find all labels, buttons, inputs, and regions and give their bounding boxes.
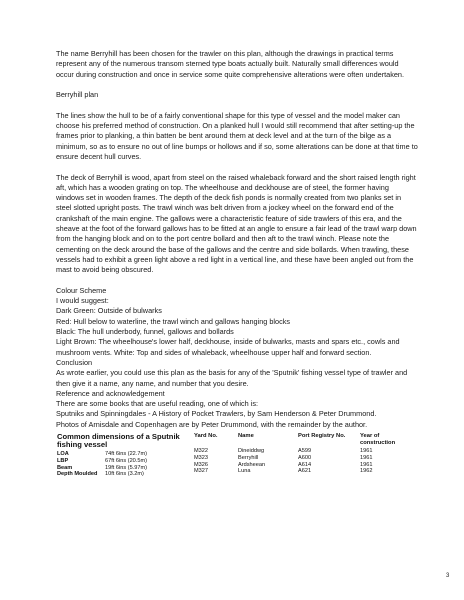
paragraph-lines: The lines show the hull to be of a fairly conventional shape for this type of vessel and the model maker can choose his preferred method of construction. On a planked hull I would still recommend that after setting-up the frames prior to planking, a thin batten be bent around them at deck level and at the turn of the bilge as a minimum, so as to ensure no out of line bumps or hollows and if so, some alterations can be done at that time to ensure decent hull curves.: [56, 110, 418, 161]
cell-name: Dineiddwg: [238, 447, 265, 454]
dimension-label: LBP: [57, 457, 69, 464]
colour-dark-green: Dark Green: Outside of bulwarks: [56, 306, 162, 316]
cell-port-registry: A599: [298, 447, 312, 454]
dimension-label: Beam: [57, 464, 73, 471]
dimensions-panel: [57, 433, 197, 478]
dimension-row: [57, 465, 197, 472]
table-row: [194, 468, 418, 475]
cell-yard-no: M323: [194, 454, 208, 461]
cell-port-registry: A600: [298, 454, 312, 461]
conclusion-text: As wrote earlier, you could use this plan as the basis for any of the 'Sputnik' fishing vessel type of trawler and then give it a name, any name, and number that you desire.: [56, 368, 408, 388]
dimension-row: [57, 471, 197, 478]
cell-year: 1961: [360, 461, 373, 468]
table-row: [194, 462, 418, 469]
table-row: [194, 448, 418, 455]
cell-port-registry: A614: [298, 461, 312, 468]
yard-table: [194, 433, 418, 475]
section-heading-berryhill-plan: Berryhill plan: [56, 90, 99, 100]
section-heading-reference: Reference and acknowledgement: [56, 388, 165, 398]
dimension-value: 67ft 6ins (20.5m): [105, 457, 147, 464]
cell-yard-no: M326: [194, 461, 208, 468]
table-header-row: [194, 433, 418, 448]
cell-name: Luna: [238, 468, 251, 475]
dimensions-table: [56, 433, 418, 485]
colour-black: Black: The hull underbody, funnel, gallows and bollards: [56, 327, 234, 337]
header-yard-no: Yard No.: [194, 432, 218, 439]
cell-year: 1961: [360, 454, 373, 461]
paragraph-deck: The deck of Berryhill is wood, apart from steel on the raised whaleback forward and the short raised length right aft, which has a wooden grating on top. The wheelhouse and deckhouse are of steel, the former having windows set in wooden frames. The depth of the deck fish ponds is normally created from two planks set in steel slotted upright posts. The trawl winch was belt driven from a jockey wheel on the forward end of the crankshaft of the main engine. The gallows were a characteristic feature of side trawlers of this era, and the sheave at the foot of the forward gallows has to be fitted at an angle to ensure a fair lead of the trawl warp down from the hanging block and on to the port centre bollard and then aft to the trawl winch. Please note the cementing on the deck around the base of the gallows and the centre and side bollards. When trawling, these vessels had to exhibit a green light above a red light in a vertical line, and these have been angled out from the mast to avoid being obscured.: [56, 172, 417, 275]
header-port-registry: Port Registry No.: [298, 432, 346, 439]
page-number: 3: [446, 573, 450, 579]
header-name: Name: [238, 432, 254, 439]
dimension-label: LOA: [57, 450, 69, 457]
cell-year: 1962: [360, 468, 373, 475]
dimension-row: [57, 451, 197, 458]
cell-yard-no: M327: [194, 468, 208, 475]
paragraph-intro: The name Berryhill has been chosen for the trawler on this plan, although the drawings in practical terms represent any of the numerous transom sterned type boats actually built. Naturally small differences would occur during construction and once in service some quite comprehensive alterations were often undertaken.: [56, 49, 405, 79]
dimension-value: 74ft 6ins (22.7m): [105, 450, 147, 457]
section-heading-conclusion: Conclusion: [56, 357, 93, 367]
dimension-value: 10ft 6ins (3.2m): [105, 471, 144, 478]
reference-book: Sputniks and Spinningdales - A History of Pocket Trawlers, by Sam Henderson & Peter Drummond.: [56, 409, 377, 419]
dimension-value: 19ft 6ins (5.97m): [105, 464, 147, 471]
table-row: [194, 455, 418, 462]
cell-yard-no: M322: [194, 447, 208, 454]
document-body: [56, 49, 418, 485]
table-title: Common dimensions of a Sputnik fishing vessel: [57, 431, 180, 449]
header-year: Year of construction: [360, 432, 396, 446]
cell-port-registry: A621: [298, 468, 312, 475]
colour-light-brown-white: Light Brown: The wheelhouse's lower half, deckhouse, inside of bulwarks, masts and spars etc., cowls and mushroom vents. White: Top and sides of whaleback, wheelhouse upper half and forward section.: [56, 337, 400, 357]
cell-year: 1961: [360, 447, 373, 454]
dimension-row: [57, 458, 197, 465]
dimension-label: Depth Moulded: [57, 471, 98, 478]
colour-intro: I would suggest:: [56, 296, 109, 306]
cell-name: Berryhill: [238, 454, 259, 461]
reference-intro: There are some books that are useful reading, one of which is:: [56, 399, 258, 409]
colour-red: Red: Hull below to waterline, the trawl winch and gallows hanging blocks: [56, 316, 291, 326]
photo-credit: Photos of Arnisdale and Copenhagen are by Peter Drummond, with the remainder by the author.: [56, 419, 368, 429]
cell-name: Ardsheean: [238, 461, 266, 468]
section-heading-colour-scheme: Colour Scheme: [56, 285, 107, 295]
